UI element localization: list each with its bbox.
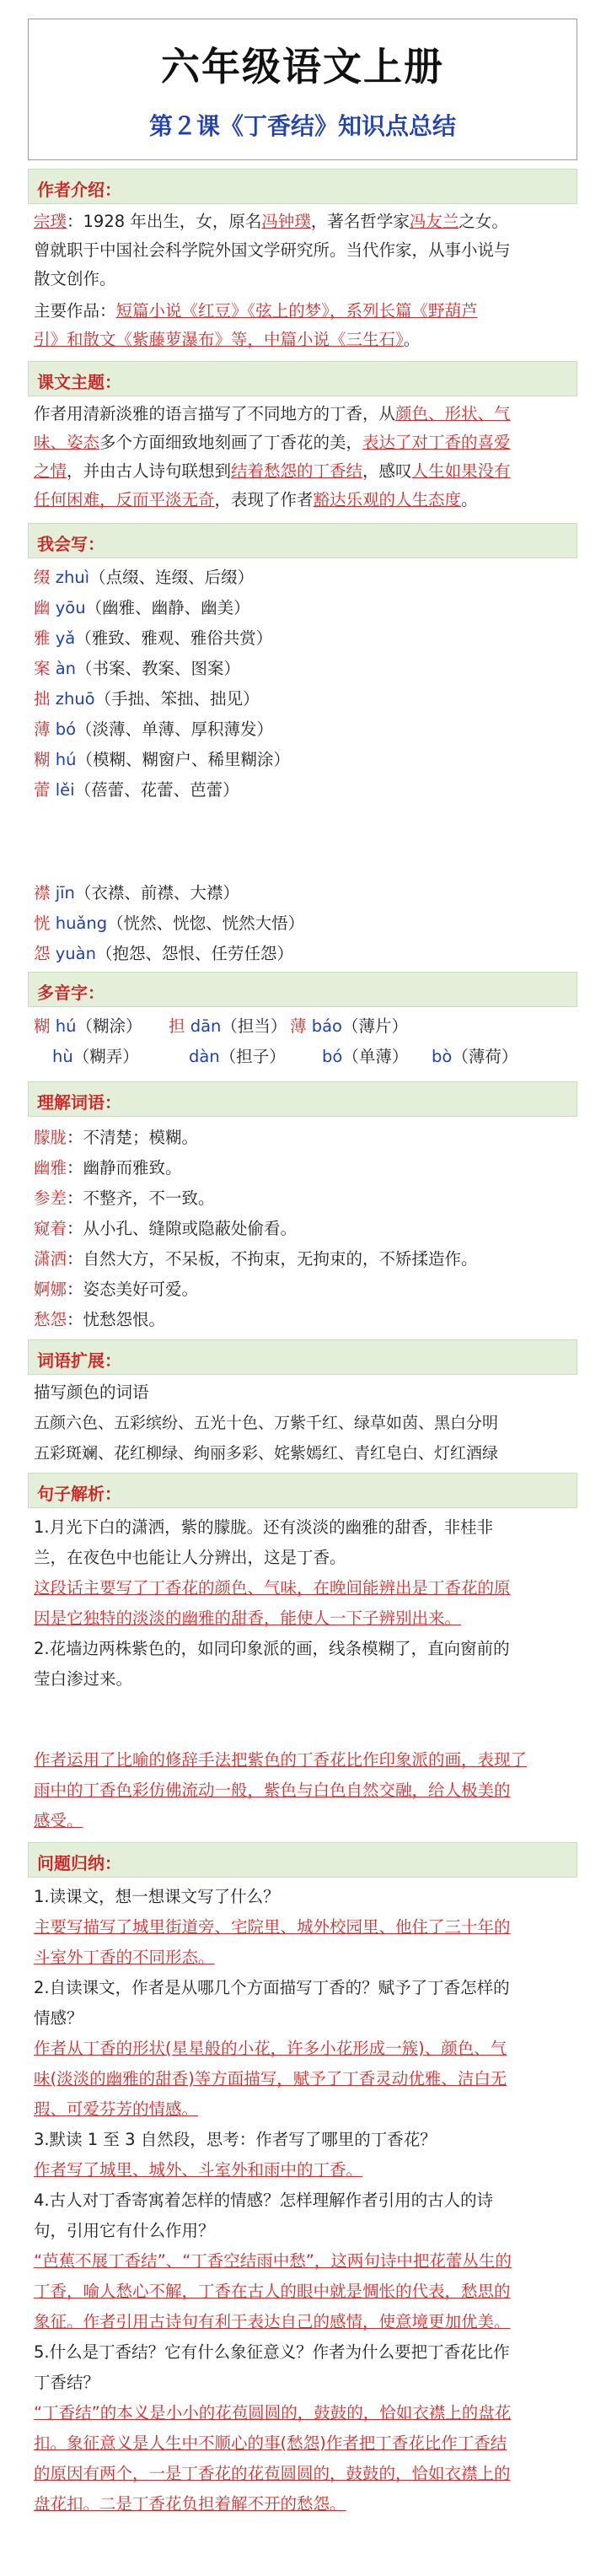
section-title: 课文主题： xyxy=(37,372,121,392)
words: （雅致、雅观、雅俗共赏） xyxy=(75,628,273,648)
page-subtitle: 第２课《丁香结》知识点总结 xyxy=(148,112,456,140)
ext-line-3: 五彩斑斓、花红柳绿、绚丽多彩、姹紫嫣红、青红皂白、灯红酒绿 xyxy=(34,1444,499,1463)
answer-4-line-1: “芭蕉不展丁香结”、“丁香空结雨中愁”，这两句诗中把花蕾丛生的 xyxy=(34,2251,512,2271)
write-item xyxy=(34,913,304,935)
section-header-write xyxy=(28,523,577,558)
section-title: 理解词语： xyxy=(37,1092,121,1113)
section-title: 多音字： xyxy=(37,983,105,1003)
pinyin: dàn xyxy=(189,1047,220,1066)
definition: ：不清楚；模糊。 xyxy=(67,1128,199,1147)
words: （淡薄、单薄、厚积薄发） xyxy=(76,719,274,739)
poly-row-1 xyxy=(34,1016,142,1037)
sentence-1-line-1: 1.月光下白的潇洒，紫的朦胧。还有淡淡的幽雅的甜香，非桂非 xyxy=(34,1517,494,1537)
write-item xyxy=(34,779,239,801)
pinyin: hú xyxy=(55,1016,77,1036)
highlight: 任何困难，反而平淡无奇 xyxy=(34,490,215,509)
pinyin: zhuō xyxy=(55,689,95,709)
answer-1-line-1: 主要写描写了城里街道旁、宅院里、城外校园里、他住了三十年的 xyxy=(34,1917,511,1937)
text: 主要作品： xyxy=(34,301,116,321)
answer-5-line-1: “丁香结”的本义是小小的花苞圆圆的，鼓鼓的，恰如衣襟上的盘花 xyxy=(34,2403,512,2422)
author-line-1 xyxy=(34,211,508,233)
term: 幽雅 xyxy=(34,1158,67,1178)
char: 幽 xyxy=(34,598,51,617)
analysis-1-line-1: 这段话主要写了丁香花的颜色、气味，在晚间能辨出是丁香花的原 xyxy=(34,1578,511,1598)
question-1: 1.读课文，想一想课文写了什么？ xyxy=(34,1887,280,1906)
analysis-2-line-3: 感受。 xyxy=(34,1811,83,1830)
original-name: 冯钟璞 xyxy=(261,212,311,231)
answer-4-line-3: 象征。作者引用古诗句有利于表达自己的感情，使意境更加优美。 xyxy=(34,2312,511,2331)
section-header-ext xyxy=(28,1339,577,1375)
word-item xyxy=(34,1127,198,1149)
answer-4-line-2: 丁香，喻人愁心不解，丁香在古人的眼中就是惆怅的代表，愁思的 xyxy=(34,2282,511,2301)
pinyin: jīn xyxy=(55,883,75,903)
works-text: 短篇小说《红豆》《弦上的梦》，系列长篇《野葫芦 xyxy=(115,301,478,321)
word-item xyxy=(34,1218,297,1240)
theme-line-4 xyxy=(34,489,478,511)
pinyin: dān xyxy=(190,1016,222,1036)
term: 窥着 xyxy=(34,1219,67,1238)
highlight: 豁达乐观的人生态度 xyxy=(313,490,462,509)
char: 担 xyxy=(169,1016,185,1036)
pinyin: bó xyxy=(55,719,77,739)
page-title: 六年级语文上册 xyxy=(161,44,444,89)
section-title: 我会写： xyxy=(37,534,105,554)
words: （恍然、恍惚、恍然大悟） xyxy=(107,913,305,933)
poly-row-2 xyxy=(322,1046,408,1068)
text: 。 xyxy=(461,490,478,509)
author-line-4 xyxy=(34,300,478,322)
pinyin: bò xyxy=(432,1047,453,1066)
definition: ：从小孔、缝隙或隐蔽处偷看。 xyxy=(67,1219,298,1238)
pinyin: huǎng xyxy=(55,913,108,933)
theme-line-2 xyxy=(34,432,511,454)
words: （抱怨、怨恨、任劳任怨） xyxy=(95,944,293,963)
author-name: 宗璞 xyxy=(34,212,67,231)
char: 雅 xyxy=(34,628,51,648)
char: 蕾 xyxy=(34,780,51,800)
highlight: 表达了对丁香的喜爱 xyxy=(362,433,511,452)
pinyin: hù xyxy=(52,1047,73,1066)
pinyin: báo xyxy=(311,1016,342,1036)
poly-row-2 xyxy=(432,1046,518,1068)
write-item xyxy=(34,658,240,680)
analysis-1-line-2: 因是它独特的淡淡的幽雅的甜香，能使人一下子辨别出来。 xyxy=(34,1609,462,1628)
words: （衣襟、前襟、大襟） xyxy=(74,883,239,903)
words: （幽雅、幽静、幽美） xyxy=(85,598,250,617)
answer-5-line-2: 扣。象征意义是人生中不顺心的事(愁怨)作者把丁香花比作丁香结 xyxy=(34,2433,507,2453)
section-header-author xyxy=(28,169,577,204)
works-text: 引》和散文《紫藤萝瀑布》等，中篇小说《三生石》 xyxy=(34,330,404,349)
write-item xyxy=(34,567,254,589)
write-item xyxy=(34,943,293,965)
term: 婀娜 xyxy=(34,1280,67,1299)
answer-2-line-1: 作者从丁香的形状(星星般的小花，许多小花形成一簇)、颜色、气 xyxy=(34,2039,507,2058)
char: 案 xyxy=(34,659,51,678)
author-line-3: 散文创作。 xyxy=(34,269,116,288)
text: ，表现了作者 xyxy=(214,490,314,509)
section-title: 作者介绍： xyxy=(37,180,121,200)
write-item xyxy=(34,597,250,619)
question-2-line-2: 情感？ xyxy=(34,2008,83,2028)
write-item xyxy=(34,688,260,710)
poly-row-2 xyxy=(52,1046,139,1068)
write-item xyxy=(34,719,273,741)
char: 糊 xyxy=(34,750,51,769)
section-header-sentence xyxy=(28,1473,577,1508)
words: （蓓蕾、花蕾、芭蕾） xyxy=(74,780,239,800)
pinyin: àn xyxy=(55,659,77,678)
write-item xyxy=(34,882,239,904)
author-line-2: 曾就职于中国社会科学院外国文学研究所。当代作家，从事小说与 xyxy=(34,240,511,260)
highlight: 结着愁怨的丁香结 xyxy=(231,461,363,481)
answer-2-line-3: 瑕、可爱芬芳的情感。 xyxy=(34,2099,199,2119)
answer-2-line-2: 味(淡淡的幽雅的甜香)等方面描写，赋予了丁香灵动优雅、洁白无 xyxy=(34,2069,507,2088)
pinyin: lěi xyxy=(55,780,75,800)
pinyin: yōu xyxy=(55,598,86,617)
words: （担子） xyxy=(219,1047,286,1066)
ext-line-1: 描写颜色的词语 xyxy=(34,1382,149,1402)
question-3: 3.默读 1 至 3 自然段，思考：作者写了哪里的丁香花？ xyxy=(34,2130,437,2149)
write-item xyxy=(34,628,272,649)
definition: ：不整齐，不一致。 xyxy=(67,1188,215,1208)
definition: ：幽静而雅致。 xyxy=(67,1158,182,1178)
word-item xyxy=(34,1309,165,1331)
words: （薄荷） xyxy=(452,1047,518,1066)
char: 薄 xyxy=(34,719,51,739)
words: （书案、教案、图案） xyxy=(76,659,241,678)
words: （手拙、笨拙、拙见） xyxy=(94,689,260,709)
theme-line-1 xyxy=(34,403,511,425)
word-item xyxy=(34,1248,478,1270)
section-header-theme xyxy=(28,361,577,396)
theme-line-3 xyxy=(34,461,511,482)
char: 拙 xyxy=(34,689,51,709)
sentence-1-line-2: 兰，在夜色中也能让人分辨出，这是丁香。 xyxy=(34,1548,346,1567)
question-4-line-1: 4.古人对丁香寄寓着怎样的情感？怎样理解作者引用的古人的诗 xyxy=(34,2191,494,2210)
answer-3: 作者写了城里、城外、斗室外和雨中的丁香。 xyxy=(34,2160,363,2180)
text: 多个方面细致地刻画了丁香花的美， xyxy=(99,433,363,452)
analysis-2-line-1: 作者运用了比喻的修辞手法把紫色的丁香花比作印象派的画，表现了 xyxy=(34,1750,528,1770)
section-title: 问题归纳： xyxy=(37,1853,121,1873)
question-4-line-2: 句，引用它有什么作用？ xyxy=(34,2221,215,2240)
pinyin: bó xyxy=(322,1047,343,1066)
section-header-words xyxy=(28,1081,577,1117)
definition: ：自然大方，不呆板，不拘束，无拘束的，不矫揉造作。 xyxy=(67,1249,478,1269)
words: （点缀、连缀、后缀） xyxy=(89,568,255,587)
term: 朦胧 xyxy=(34,1128,67,1147)
highlight: 之情 xyxy=(34,461,67,481)
pinyin: hú xyxy=(55,750,77,769)
word-item xyxy=(34,1279,198,1301)
title-box xyxy=(28,19,577,160)
poly-row-1 xyxy=(290,1016,408,1037)
ext-line-2: 五颜六色、五彩缤纷、五光十色、万紫千红、绿草如茵、黑白分明 xyxy=(34,1414,499,1432)
question-2-line-1: 2.自读课文，作者是从哪几个方面描写丁香的？赋予了丁香怎样的 xyxy=(34,1978,510,1997)
char: 襟 xyxy=(34,883,51,903)
section-header-poly xyxy=(28,972,577,1007)
answer-1-line-2: 斗室外丁香的不同形态。 xyxy=(34,1948,215,1967)
sentence-2-line-1: 2.花墙边两株紫色的，如同印象派的画，线条模糊了，直向窗前的 xyxy=(34,1639,510,1658)
word-item xyxy=(34,1157,182,1179)
poly-row-1 xyxy=(169,1016,287,1037)
text: ，感叹 xyxy=(362,461,412,481)
text: 作者用清新淡雅的语言描写了不同地方的丁香，从 xyxy=(34,404,396,423)
words: （担当） xyxy=(221,1016,287,1036)
word-item xyxy=(34,1188,215,1210)
section-title: 句子解析： xyxy=(37,1484,121,1504)
text: ，著名哲学家 xyxy=(310,212,410,231)
words: （模糊、糊窗户、稀里糊涂） xyxy=(76,750,290,769)
author-line-5 xyxy=(34,329,420,351)
text: 。 xyxy=(403,330,421,349)
question-5-line-1: 5.什么是丁香结？它有什么象征意义？作者为什么要把丁香花比作 xyxy=(34,2342,510,2362)
pinyin: yuàn xyxy=(55,944,96,963)
poly-row-2 xyxy=(189,1046,286,1068)
char: 恍 xyxy=(34,913,51,933)
words: （单薄） xyxy=(342,1047,409,1066)
char: 怨 xyxy=(34,944,51,963)
highlight: 颜色、形状、气 xyxy=(395,404,511,423)
highlight: 味、姿态 xyxy=(34,433,100,452)
highlight: 人生如果没有 xyxy=(411,461,511,481)
words: （糊涂） xyxy=(76,1016,142,1036)
text: ，并由古人诗句联想到 xyxy=(67,461,232,481)
term: 潇洒 xyxy=(34,1249,67,1269)
section-title: 词语扩展： xyxy=(37,1350,121,1371)
sentence-2-line-2: 莹白渗过来。 xyxy=(34,1669,133,1689)
term: 愁怨 xyxy=(34,1310,67,1329)
write-item xyxy=(34,749,290,771)
definition: ：姿态美好可爱。 xyxy=(67,1280,199,1299)
father-name: 冯友兰 xyxy=(409,212,459,231)
char: 薄 xyxy=(290,1016,307,1036)
text: ：1928 年出生，女，原名 xyxy=(67,212,262,231)
answer-5-line-4: 盘花扣。二是丁香花负担着解不开的愁怨。 xyxy=(34,2494,346,2514)
definition: ：忧愁怨恨。 xyxy=(67,1310,166,1329)
words: （薄片） xyxy=(341,1016,408,1036)
term: 参差 xyxy=(34,1188,67,1208)
pinyin: yǎ xyxy=(55,628,76,648)
char: 糊 xyxy=(34,1016,51,1036)
answer-5-line-3: 的原因有两个，一是丁香花的花苞圆圆的，鼓鼓的，恰如衣襟上的 xyxy=(34,2464,511,2483)
question-5-line-2: 丁香结？ xyxy=(34,2373,100,2392)
section-header-qa xyxy=(28,1842,577,1878)
pinyin: zhuì xyxy=(55,568,90,587)
char: 缀 xyxy=(34,568,51,587)
text: 之女。 xyxy=(459,212,508,231)
words: （糊弄） xyxy=(72,1047,139,1066)
analysis-2-line-2: 雨中的丁香色彩仿佛流动一般，紫色与白色自然交融，给人极美的 xyxy=(34,1781,511,1800)
